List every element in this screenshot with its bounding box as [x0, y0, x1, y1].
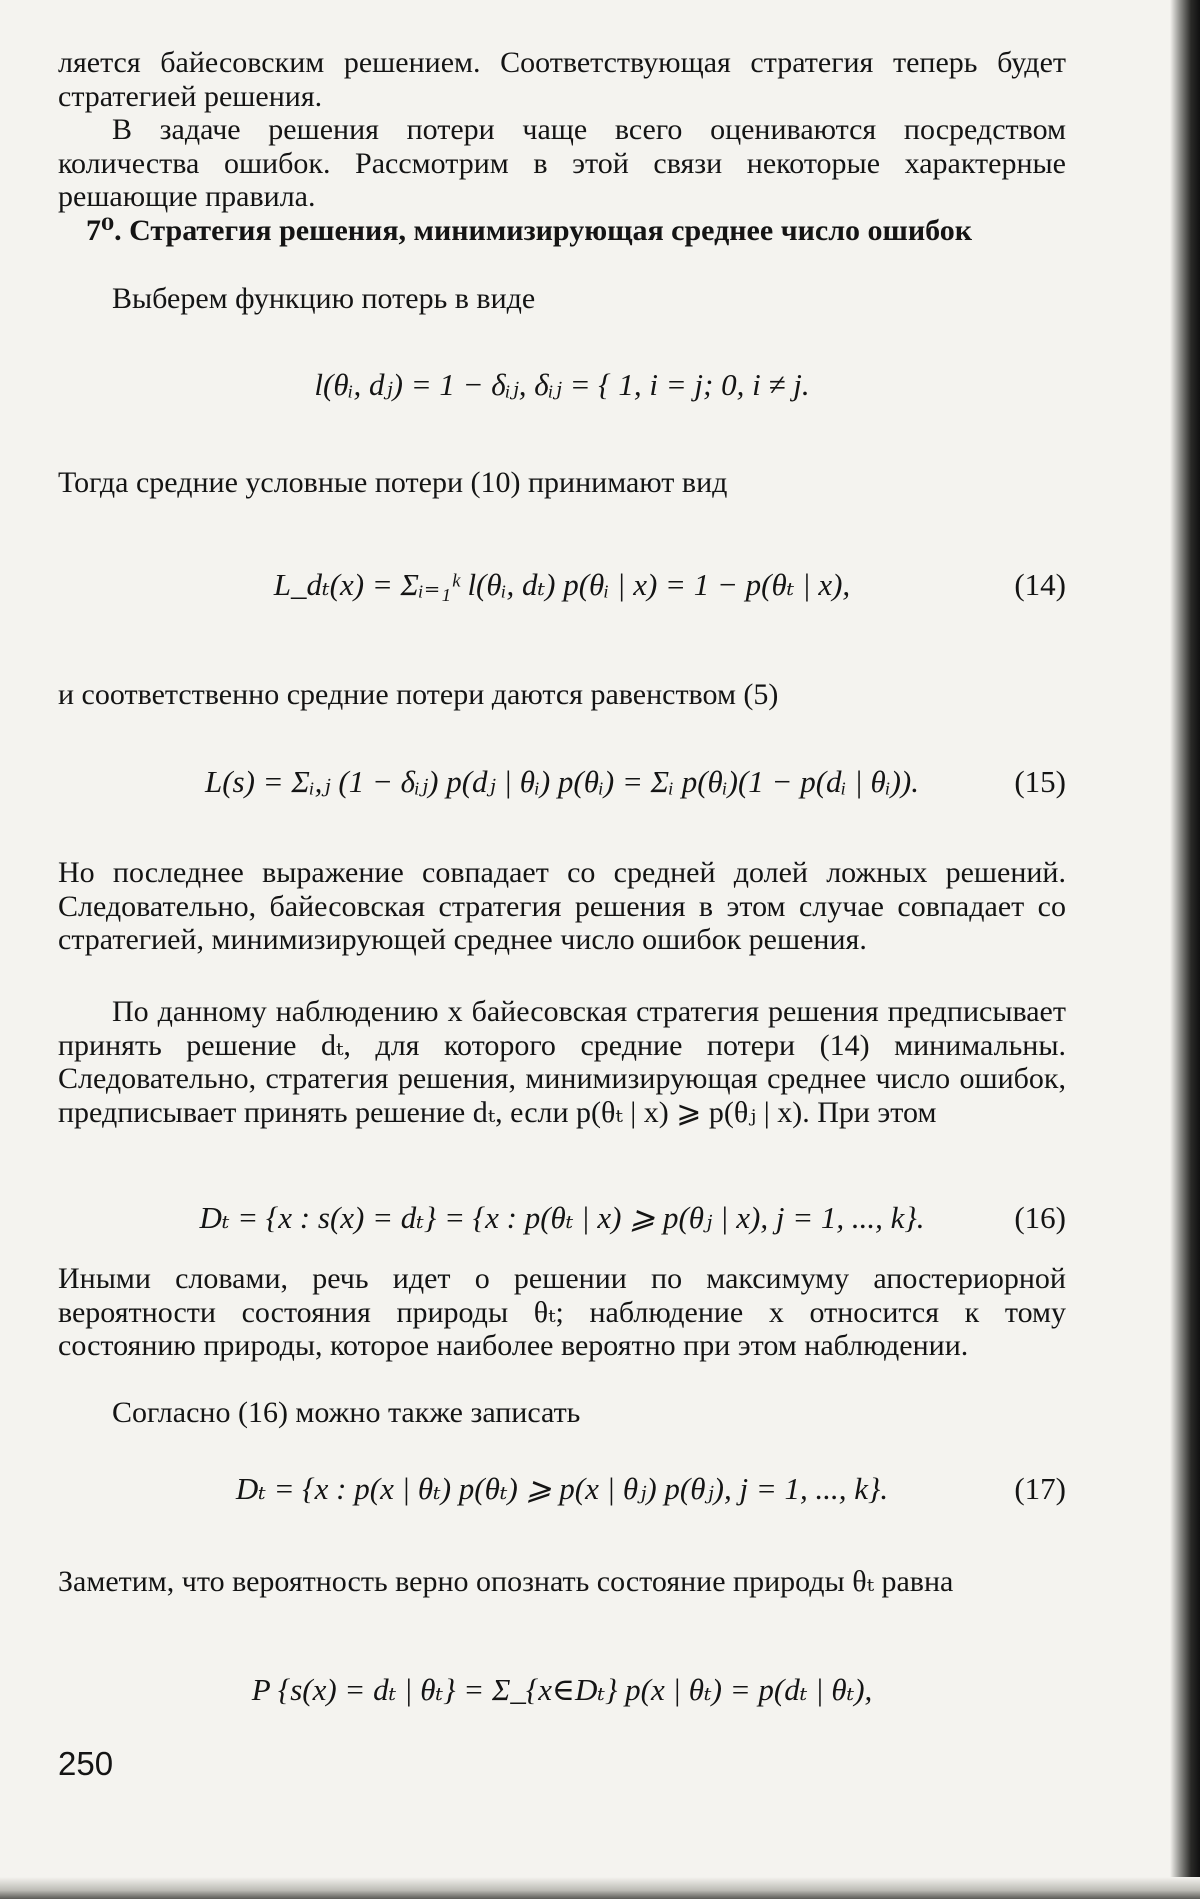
equation-17-formula: Dₜ = {x : p(x | θₜ) p(θₜ) ⩾ p(x | θⱼ) p(θⱼ), j = 1, ..., k}. — [235, 1471, 889, 1506]
equation-recognition-formula: P {s(x) = dₜ | θₜ} = Σ_{x∈Dₜ} p(x | θₜ) = p(dₜ | θₜ), — [251, 1672, 873, 1707]
section-heading-text: 7⁰. Стратегия решения, минимизирующая среднее число ошибок — [86, 214, 973, 247]
equation-14-formula: L_dₜ(x) = Σᵢ₌₁ᵏ l(θᵢ, dₜ) p(θᵢ | x) = 1 − p(θₜ | x), — [273, 567, 851, 602]
paragraph-according-16-text: Согласно (16) можно также записать — [112, 1396, 581, 1429]
paragraph-average-losses: и соответственно средние потери даются равенством (5) — [58, 678, 779, 711]
section-heading — [58, 214, 1066, 248]
paragraph-continuation: ляется байесовским решением. Соответствующая стратегия теперь будет стратегией решения. — [58, 46, 1066, 113]
equation-16 — [58, 1188, 1066, 1252]
paragraph-recognition-probability: Заметим, что вероятность верно опознать состояние природы θₜ равна — [58, 1565, 954, 1598]
paragraph-loss-function — [58, 282, 1066, 316]
equation-17 — [58, 1459, 1066, 1523]
paragraph-loss-function-text: Выберем функцию потерь в виде — [112, 282, 536, 315]
equation-15-formula: L(s) = Σᵢ,ⱼ (1 − δᵢⱼ) p(dⱼ | θᵢ) p(θᵢ) = Σᵢ p(θᵢ)(1 − p(dᵢ | θᵢ)). — [204, 764, 919, 799]
equation-14 — [58, 555, 1066, 619]
equation-loss-function-formula: l(θᵢ, dⱼ) = 1 − δᵢⱼ, δᵢⱼ = { 1, i = j; 0, i ≠ j. — [314, 367, 810, 402]
equation-recognition — [58, 1660, 1066, 1724]
paragraph-observation-text: По данному наблюдению x байесовская стратегия решения предписывает принять решение dₜ, для которого средние потери (14) минимальны. Следовательно, стратегия решения, минимизирующая среднее число ошибок, предписывает принять решение dₜ, если p(θₜ | x) ⩾ p(θⱼ | x). При этом — [58, 995, 1066, 1129]
page-bottom-edge — [0, 1877, 1200, 1899]
paragraph-conditional-losses: Тогда средние условные потери (10) принимают вид — [58, 466, 728, 499]
paragraph-false-decisions: Но последнее выражение совпадает со средней долей ложных решений. Следовательно, байесовская стратегия решения в этом случае совпадает со стратегией, минимизирующей среднее число ошибок решения. — [58, 856, 1066, 956]
paragraph-losses-text: В задаче решения потери чаще всего оцениваются посредством количества ошибок. Рассмотрим в этой связи некоторые характерные решающие правила. — [58, 113, 1066, 213]
paragraph-according-16 — [58, 1396, 1066, 1430]
equation-15-number: (15) — [1014, 764, 1066, 799]
equation-14-number: (14) — [1014, 567, 1066, 602]
equation-loss-function — [58, 355, 1066, 419]
page-number: 250 — [58, 1745, 114, 1782]
paragraph-observation — [58, 995, 1066, 1129]
equation-16-number: (16) — [1014, 1200, 1066, 1235]
paragraph-max-posterior: Иными словами, речь идет о решении по максимуму апостериорной вероятности состояния природы θₜ; наблюдение x относится к тому состоянию природы, которое наиболее вероятно при этом наблюдении. — [58, 1262, 1066, 1362]
equation-16-formula: Dₜ = {x : s(x) = dₜ} = {x : p(θₜ | x) ⩾ p(θⱼ | x), j = 1, ..., k}. — [199, 1200, 925, 1235]
equation-17-number: (17) — [1014, 1471, 1066, 1506]
book-spine-shadow — [1170, 0, 1200, 1899]
paragraph-losses — [58, 113, 1066, 214]
equation-15 — [58, 752, 1066, 816]
